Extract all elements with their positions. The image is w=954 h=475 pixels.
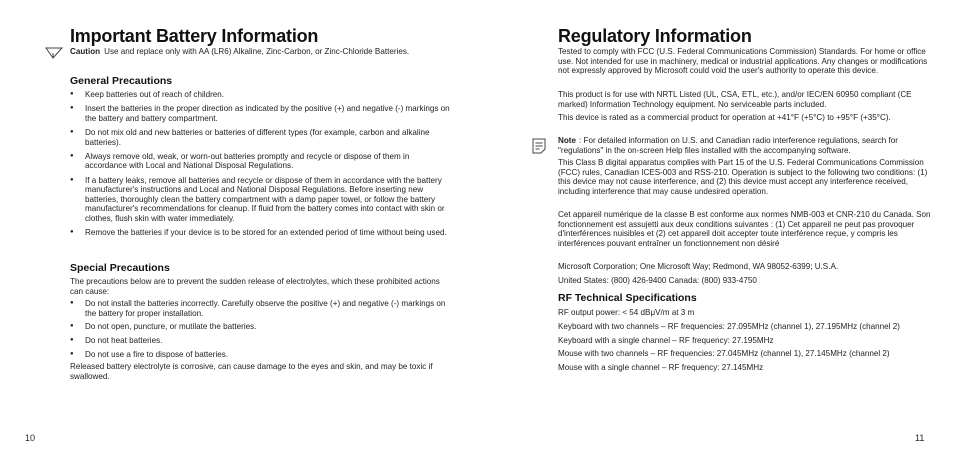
phone-paragraph: United States: (800) 426-9400 Canada: (800) 933-4750 [558,276,757,285]
fcc-paragraph: Tested to comply with FCC (U.S. Federal Communications Commission) Standards. For home or office use. Not intended for use in machinery, medical or industrial applications. Any changes or modifications not expressly approved by Microsoft could void the user's authority to operate this device. [558,47,928,76]
list-item: ● If a battery leaks, remove all batteries and recycle or dispose of them in accordance with the battery manufacturer's instructions and Local and National Disposal Regulations. Before inserting new batteries, thoroughly clean the battery compartment with a damp paper towel, or follow the battery manufacturer's recommendations for cleanup. If fluid from the battery comes into contact with skin or clothes, flush skin with water immediately. [70,176,450,224]
electrolyte-warning: Released battery electrolyte is corrosive, can cause damage to the eyes and skin, and may be toxic if swallowed. [70,362,433,381]
right-page [477,0,954,475]
page-number: 10 [25,433,36,443]
special-precautions-list [70,299,450,364]
note-text: : For detailed information on U.S. and Canadian radio interference regulations, search for "regulations" in the on-screen Help files installed with the accompanying software. [558,136,898,155]
french-paragraph: Cet appareil numérique de la classe B est conforme aux normes NMB-003 et CNR-210 du Canada. Son fonctionnement est assujetti aux deux conditions suivantes : (1) Cet appareil ne peut pas provoquer d'interférences nuisibles et (2) cet appareil doit accepter toute interférence reçue, y compris les interférences pouvant entraîner un fonctionnement non désiré [558,210,931,248]
page-title: Important Battery Information [70,26,319,46]
address-paragraph: Microsoft Corporation; One Microsoft Way; Redmond, WA 98052-6399; U.S.A. [558,262,839,271]
caution-label: Caution [70,47,101,56]
list-item: ● Do not install the batteries incorrectly. Carefully observe the positive (+) and negative (-) markings on the battery for proper installation. [70,299,450,318]
nrtl-paragraph: This product is for use with NRTL Listed (UL, CSA, ETL, etc.), and/or IEC/EN 60950 compliant (CE marked) Information Technology equipment. No serviceable parts included. [558,90,912,109]
list-item: ● Do not use a fire to dispose of batteries. [70,350,450,360]
list-item: ● Do not mix old and new batteries or batteries of different types (for example, carbon and alkaline batteries). [70,128,450,147]
caution-paragraph [70,47,450,57]
special-precautions-intro: The precautions below are to prevent the sudden release of electrolytes, which these prohibited actions can cause: [70,277,440,296]
rf-specs-heading: RF Technical Specifications [558,292,697,304]
note-page-icon [532,138,546,154]
note-label: Note [558,136,576,145]
page-title: Regulatory Information [558,26,752,46]
list-item: ● Always remove old, weak, or worn-out batteries promptly and recycle or dispose of them in accordance with Local and National Disposal Regulations. [70,152,450,171]
rf-spec-line: RF output power: < 54 dBμV/m at 3 m [558,308,695,317]
list-item: ● Do not heat batteries. [70,336,450,346]
list-item: ● Do not open, puncture, or mutilate the batteries. [70,322,450,332]
rf-spec-line: Mouse with a single channel – RF frequency: 27.145MHz [558,363,764,372]
special-precautions-heading: Special Precautions [70,262,170,274]
caution-text: Use and replace only with AA (LR6) Alkaline, Zinc-Carbon, or Zinc-Chloride Batteries. [104,47,410,56]
rf-spec-line: Mouse with two channels – RF frequencies: 27.045MHz (channel 1), 27.145MHz (channel 2) [558,349,890,358]
rf-spec-line: Keyboard with a single channel – RF frequency: 27.195MHz [558,336,774,345]
rf-spec-line: Keyboard with two channels – RF frequencies: 27.095MHz (channel 1), 27.195MHz (channel 2) [558,322,900,331]
temperature-paragraph: This device is rated as a commercial product for operation at +41°F (+5°C) to +95°F (+35°C). [558,113,891,122]
list-item: ● Insert the batteries in the proper direction as indicated by the positive (+) and negative (-) markings on the battery and battery compartment. [70,104,450,123]
class-b-paragraph: This Class B digital apparatus complies with Part 15 of the U.S. Federal Communications Commission (FCC) rules, Canadian ICES-003 and RSS-210. Operation is subject to the following two conditions: (1) this device may not cause interference, and (2) this device must accept any interference received, including interference that may cause undesired operation. [558,158,928,196]
note-paragraph [558,136,938,155]
caution-flag-icon [45,47,63,59]
list-item: ● Keep batteries out of reach of children. [70,90,450,100]
general-precautions-list [70,90,450,242]
general-precautions-heading: General Precautions [70,75,173,87]
page-number: 11 [915,433,925,443]
list-item: ● Remove the batteries if your device is to be stored for an extended period of time without being used. [70,228,450,238]
